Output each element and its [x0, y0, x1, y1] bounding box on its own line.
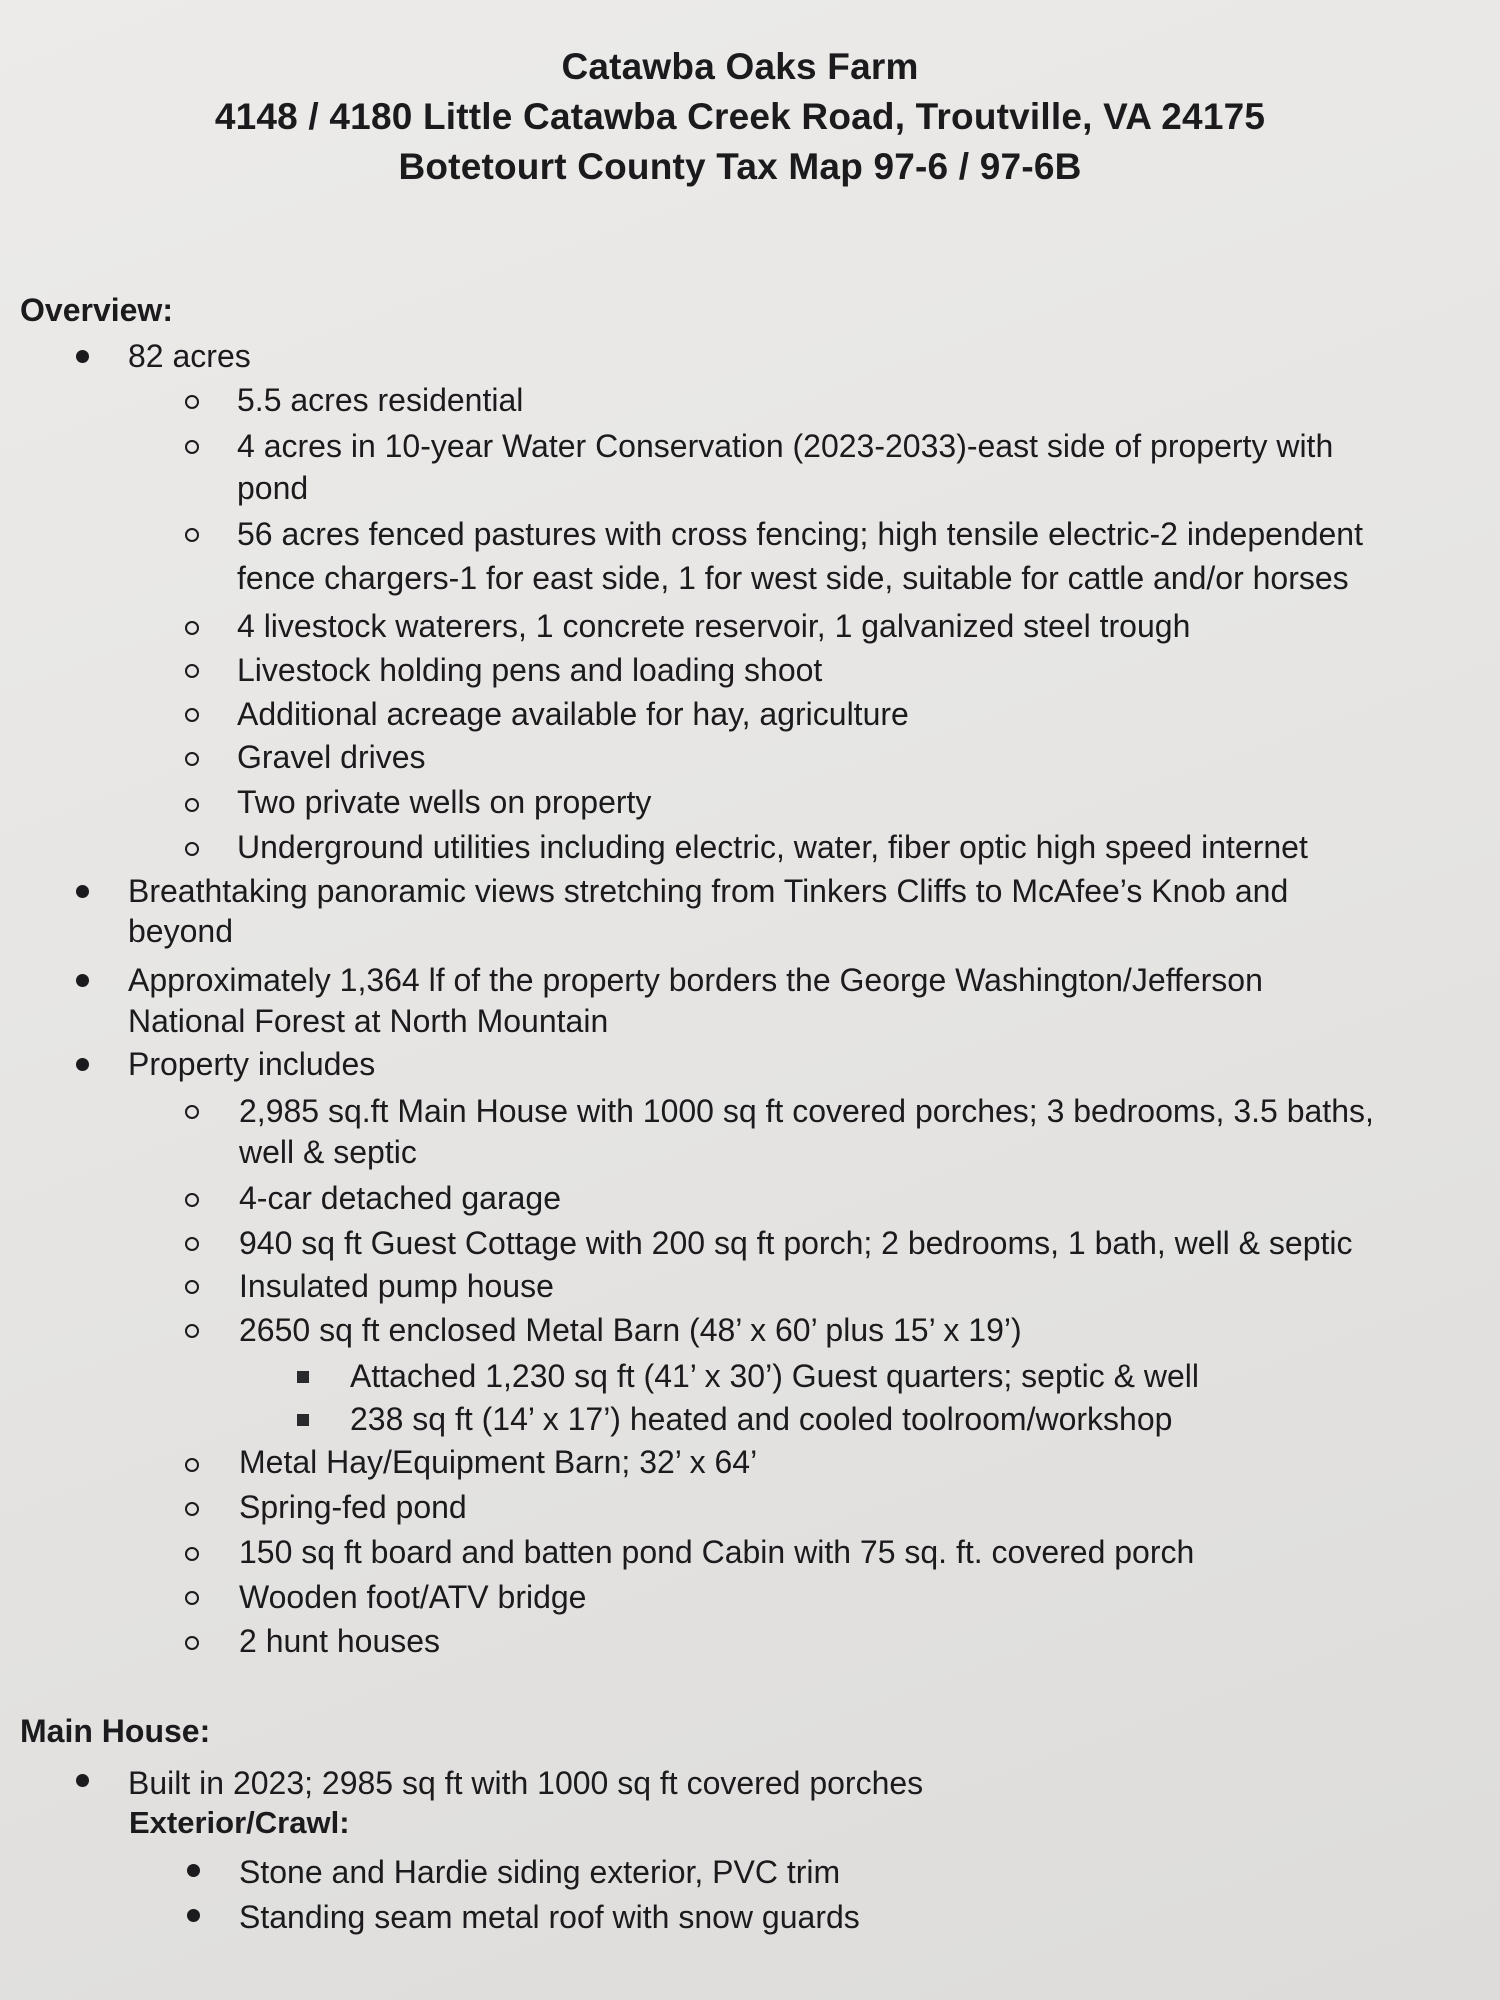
- list-item-main-house: 2,985 sq.ft Main House with 1000 sq ft covered porches; 3 bedrooms, 3.5 baths,: [239, 1093, 1374, 1129]
- list-item-bridge: Wooden foot/ATV bridge: [239, 1579, 587, 1615]
- list-item-national-forest: Approximately 1,364 lf of the property borders the George Washington/Jefferson: [128, 962, 1263, 998]
- list-item-guest-cottage: 940 sq ft Guest Cottage with 200 sq ft porch; 2 bedrooms, 1 bath, well & septic: [239, 1225, 1353, 1261]
- list-item-pastures-cont: fence chargers-1 for east side, 1 for west side, suitable for cattle and/or horses: [237, 560, 1349, 596]
- bullet-circle: [185, 1636, 199, 1650]
- list-item-acres: 82 acres: [128, 338, 251, 374]
- list-item-garage: 4-car detached garage: [239, 1180, 561, 1216]
- bullet-circle: [185, 842, 199, 856]
- bullet-circle: [185, 798, 199, 812]
- list-item-property-includes: Property includes: [128, 1046, 376, 1082]
- list-item-hay-barn: Metal Hay/Equipment Barn; 32’ x 64’: [239, 1444, 758, 1480]
- list-item-residential: 5.5 acres residential: [237, 382, 524, 418]
- bullet-disc: [76, 1774, 89, 1787]
- bullet-circle: [185, 708, 199, 722]
- bullet-disc: [76, 350, 89, 363]
- list-item-pastures: 56 acres fenced pastures with cross fencing; high tensile electric-2 independent: [237, 516, 1363, 552]
- bullet-square: [297, 1414, 309, 1426]
- list-item-additional-acreage: Additional acreage available for hay, agriculture: [237, 696, 909, 732]
- bullet-circle: [185, 1324, 199, 1338]
- bullet-disc: [76, 974, 89, 987]
- overview-heading: Overview:: [20, 292, 173, 328]
- list-item-pump-house: Insulated pump house: [239, 1268, 554, 1304]
- bullet-circle: [185, 395, 199, 409]
- list-item-pond: Spring-fed pond: [239, 1489, 467, 1525]
- bullet-circle: [185, 1193, 199, 1207]
- list-item-national-forest-cont: National Forest at North Mountain: [128, 1003, 609, 1039]
- list-item-gravel-drives: Gravel drives: [237, 739, 426, 775]
- farm-name: Catawba Oaks Farm: [561, 46, 919, 87]
- tax-map: Botetourt County Tax Map 97-6 / 97-6B: [398, 146, 1082, 187]
- bullet-circle: [185, 664, 199, 678]
- bullet-circle: [185, 1502, 199, 1516]
- bullet-circle: [185, 440, 199, 454]
- bullet-disc: [187, 1864, 200, 1877]
- list-item-built: Built in 2023; 2985 sq ft with 1000 sq ft covered porches: [128, 1765, 924, 1801]
- bullet-disc: [76, 885, 89, 898]
- bullet-disc: [76, 1058, 89, 1071]
- exterior-crawl-heading: Exterior/Crawl:: [129, 1805, 350, 1840]
- bullet-circle: [185, 1547, 199, 1561]
- list-item-private-wells: Two private wells on property: [237, 784, 652, 820]
- bullet-square: [297, 1371, 309, 1383]
- bullet-circle: [185, 1280, 199, 1294]
- bullet-circle: [185, 1237, 199, 1251]
- list-item-main-house-cont: well & septic: [239, 1134, 417, 1170]
- bullet-circle: [185, 621, 199, 635]
- farm-address: 4148 / 4180 Little Catawba Creek Road, Troutville, VA 24175: [214, 96, 1266, 137]
- list-item-toolroom: 238 sq ft (14’ x 17’) heated and cooled toolroom/workshop: [350, 1401, 1173, 1437]
- bullet-circle: [185, 1591, 199, 1605]
- list-item-roof: Standing seam metal roof with snow guards: [239, 1899, 860, 1935]
- list-item-pond-cabin: 150 sq ft board and batten pond Cabin with 75 sq. ft. covered porch: [239, 1534, 1195, 1570]
- bullet-circle: [185, 528, 199, 542]
- list-item-water-conservation: 4 acres in 10-year Water Conservation (2023-2033)-east side of property with: [237, 428, 1334, 464]
- list-item-holding-pens: Livestock holding pens and loading shoot: [237, 652, 823, 688]
- list-item-hunt-houses: 2 hunt houses: [239, 1623, 441, 1659]
- bullet-circle: [185, 752, 199, 766]
- list-item-utilities: Underground utilities including electric, water, fiber optic high speed internet: [237, 829, 1308, 865]
- main-house-heading: Main House:: [20, 1713, 211, 1749]
- list-item-guest-quarters: Attached 1,230 sq ft (41’ x 30’) Guest quarters; septic & well: [350, 1358, 1200, 1394]
- list-item-waterers: 4 livestock waterers, 1 concrete reservoir, 1 galvanized steel trough: [237, 608, 1191, 644]
- bullet-circle: [185, 1105, 199, 1119]
- list-item-water-conservation-cont: pond: [237, 470, 309, 506]
- list-item-views-cont: beyond: [128, 913, 233, 949]
- bullet-disc: [187, 1909, 200, 1922]
- bullet-circle: [185, 1458, 199, 1472]
- document-header: [0, 42, 1480, 192]
- list-item-views: Breathtaking panoramic views stretching from Tinkers Cliffs to McAfee’s Knob and: [128, 873, 1289, 909]
- list-item-metal-barn: 2650 sq ft enclosed Metal Barn (48’ x 60’ plus 15’ x 19’): [239, 1312, 1022, 1348]
- list-item-siding: Stone and Hardie siding exterior, PVC trim: [239, 1854, 841, 1890]
